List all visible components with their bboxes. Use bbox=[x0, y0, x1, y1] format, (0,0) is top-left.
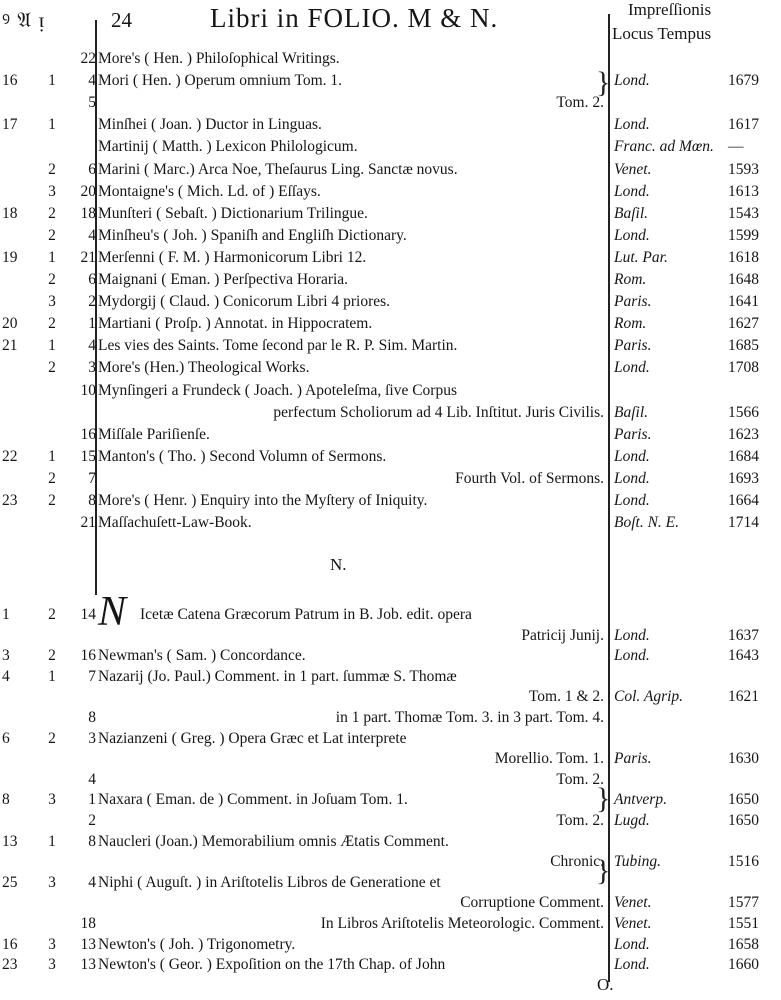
catalogue-entry bbox=[0, 404, 781, 426]
item-number: 4 bbox=[88, 873, 96, 891]
shelf-number: 21 bbox=[2, 337, 18, 355]
catalogue-entry bbox=[0, 382, 781, 404]
catalogue-entry bbox=[0, 72, 781, 94]
entry-title: Mydorgij ( Claud. ) Conicorum Libri 4 priores. bbox=[98, 293, 391, 311]
item-number: 1 bbox=[88, 315, 96, 333]
entry-title: More's ( Hen. ) Philoſophical Writings. bbox=[98, 50, 340, 67]
entry-title: Manton's ( Tho. ) Second Volumn of Sermons. bbox=[98, 447, 387, 465]
imprint-year: 1643 bbox=[728, 647, 759, 665]
imprint-year: 1630 bbox=[728, 750, 759, 768]
imprint-place: Lond. bbox=[614, 956, 650, 974]
imprint-year: 1613 bbox=[728, 182, 759, 200]
entry-title: Newman's ( Sam. ) Concordance. bbox=[98, 647, 306, 665]
entry-title: Fourth Vol. of Sermons. bbox=[455, 469, 604, 487]
imprint-place: Lond. bbox=[614, 469, 650, 487]
imprint-year: 1693 bbox=[728, 469, 759, 487]
imprint-place: Venet. bbox=[614, 894, 652, 912]
imprint-place: Paris. bbox=[614, 337, 652, 355]
item-number: 14 bbox=[80, 606, 96, 623]
item-number: 18 bbox=[80, 204, 96, 222]
entry-title: Montaigne's ( Mich. Ld. of ) Eſſays. bbox=[98, 182, 321, 200]
shelf-number: 8 bbox=[2, 791, 10, 809]
catalogue-entry bbox=[0, 448, 781, 470]
page-number: 24 bbox=[111, 8, 132, 32]
imprint-year: 1543 bbox=[728, 204, 759, 222]
shelf-row: 2 bbox=[48, 469, 56, 487]
imprint-year: 1618 bbox=[728, 248, 759, 266]
shelf-row: 1 bbox=[48, 337, 56, 355]
imprint-year: 1650 bbox=[728, 812, 759, 829]
catalogue-entry bbox=[0, 833, 781, 855]
imprint-place: Lond. bbox=[614, 492, 650, 509]
shelf-number: 18 bbox=[2, 204, 18, 222]
entry-title: Naucleri (Joan.) Memorabilium omnis Ætatis Comment. bbox=[98, 832, 449, 850]
imprint-year: 1599 bbox=[728, 226, 759, 244]
shelf-row: 1 bbox=[48, 116, 56, 134]
entry-title: Les vies des Saints. Tome ſecond par le R. P. Sim. Martin. bbox=[98, 337, 458, 355]
catalogue-entry bbox=[0, 956, 781, 978]
shelf-row: 3 bbox=[48, 956, 56, 974]
entry-title: In Libros Ariſtotelis Meteorologic. Comment. bbox=[320, 915, 604, 932]
entry-title: Marini ( Marc.) Arca Noe, Theſaurus Ling. Sanctæ novus. bbox=[98, 160, 458, 178]
shelf-row: 3 bbox=[48, 791, 56, 809]
imprint-year: 1551 bbox=[728, 915, 759, 932]
shelf-number: 13 bbox=[2, 832, 18, 850]
imprint-place: Lond. bbox=[614, 626, 650, 644]
imprint-year: 1617 bbox=[728, 116, 759, 134]
entry-title: Newton's ( Joh. ) Trigonometry. bbox=[98, 935, 296, 953]
catalogue-entry bbox=[0, 205, 781, 227]
imprint-year: 1516 bbox=[728, 853, 759, 871]
catalogue-entry bbox=[0, 688, 781, 710]
entry-title: Maignani ( Eman. ) Perſpectiva Horaria. bbox=[98, 271, 349, 288]
item-number: 3 bbox=[88, 729, 96, 747]
entry-title: Niphi ( Auguſt. ) in Ariſtotelis Libros de Generatione et bbox=[98, 873, 441, 891]
imprint-year: 1621 bbox=[728, 688, 759, 706]
imprint-year: 1577 bbox=[728, 894, 759, 912]
item-number: 7 bbox=[88, 667, 96, 685]
entry-title: Tom. 2. bbox=[556, 812, 604, 829]
entry-title: Nazianzeni ( Greg. ) Opera Græc et Lat interprete bbox=[98, 729, 407, 747]
shelf-marks: ꝰ 𝔄 ᴉ bbox=[2, 8, 46, 32]
entry-title: Merſenni ( F. M. ) Harmonicorum Libri 12. bbox=[98, 248, 367, 266]
entry-title: Newton's ( Geor. ) Expoſition on the 17th Chap. of John bbox=[98, 956, 446, 974]
imprint-place: Baſil. bbox=[614, 204, 649, 222]
imprint-place: Tubing. bbox=[614, 853, 661, 871]
shelf-number: 23 bbox=[2, 956, 18, 974]
entry-title: Minſheu's ( Joh. ) Spaniſh and Engliſh Dictionary. bbox=[98, 226, 407, 244]
entry-title: More's ( Henr. ) Enquiry into the Myſtery of Iniquity. bbox=[98, 492, 428, 509]
shelf-number: 4 bbox=[2, 667, 10, 685]
catalogue-entry bbox=[0, 647, 781, 669]
catalogue-entry bbox=[0, 668, 781, 690]
item-number: 2 bbox=[88, 293, 96, 311]
imprint-place: Paris. bbox=[614, 293, 652, 311]
shelf-row: 2 bbox=[48, 729, 56, 747]
catalogue-entry bbox=[0, 249, 781, 271]
entry-title: Tom. 2. bbox=[556, 94, 604, 112]
catalogue-entry bbox=[0, 426, 781, 448]
imprint-year: 1660 bbox=[728, 956, 759, 974]
entry-title: Miſſale Pariſienſe. bbox=[98, 425, 210, 443]
item-number: 4 bbox=[88, 770, 96, 788]
shelf-row: 2 bbox=[48, 315, 56, 333]
entry-title: Mori ( Hen. ) Operum omnium Tom. 1. bbox=[98, 72, 343, 90]
shelf-row: 2 bbox=[48, 160, 56, 178]
catalogue-entry bbox=[0, 606, 781, 628]
catalogue-entry bbox=[0, 514, 781, 536]
imprint-place: Lond. bbox=[614, 116, 650, 134]
imprint-year: 1708 bbox=[728, 359, 759, 377]
catalogue-entry bbox=[0, 293, 781, 315]
catalogue-entry bbox=[0, 915, 781, 937]
catalogue-entry bbox=[0, 116, 781, 138]
catalogue-entry bbox=[0, 138, 781, 160]
item-number: 18 bbox=[80, 915, 96, 932]
item-number: 8 bbox=[88, 492, 96, 509]
shelf-row: 2 bbox=[48, 359, 56, 377]
catalogue-entry bbox=[0, 271, 781, 293]
imprint-year: 1714 bbox=[728, 514, 759, 532]
catalogue-entry bbox=[0, 750, 781, 772]
imprint-place: Lond. bbox=[614, 935, 650, 953]
imprint-place: Rom. bbox=[614, 315, 647, 333]
catalogue-entry bbox=[0, 470, 781, 492]
item-number: 8 bbox=[88, 832, 96, 850]
entry-title: Munſteri ( Sebaſt. ) Dictionarium Trilingue. bbox=[98, 204, 368, 222]
imprint-year: 1566 bbox=[728, 403, 759, 421]
imprint-place: Lond. bbox=[614, 447, 650, 465]
item-number: 13 bbox=[80, 935, 96, 953]
imprint-year: 1679 bbox=[728, 72, 759, 90]
imprint-year: 1627 bbox=[728, 315, 759, 333]
entry-title: Tom. 1 & 2. bbox=[528, 688, 604, 706]
item-number: 7 bbox=[88, 469, 96, 487]
catalogue-entry bbox=[0, 936, 781, 958]
catalogue-entry bbox=[0, 183, 781, 205]
item-number: 21 bbox=[80, 248, 96, 266]
entry-title: Naxara ( Eman. de ) Comment. in Joſuam Tom. 1. bbox=[98, 791, 408, 809]
item-number: 3 bbox=[88, 359, 96, 377]
imprint-year: 1650 bbox=[728, 791, 759, 809]
shelf-number: 20 bbox=[2, 315, 18, 333]
shelf-number: 22 bbox=[2, 447, 18, 465]
entry-title: Martinij ( Matth. ) Lexicon Philologicum. bbox=[98, 138, 358, 156]
item-number: 8 bbox=[88, 709, 96, 726]
imprint-year: 1658 bbox=[728, 935, 759, 953]
catalogue-entry bbox=[0, 709, 781, 731]
catchword: O. bbox=[597, 975, 614, 994]
entry-title: Maſſachuſett-Law-Book. bbox=[98, 514, 252, 532]
imprint-year: 1641 bbox=[728, 293, 759, 311]
shelf-number: 16 bbox=[2, 935, 18, 953]
entry-title: perfectum Scholiorum ad 4 Lib. Inſtitut. Juris Civilis. bbox=[273, 403, 604, 421]
section-letter: N. bbox=[330, 555, 347, 574]
imprint-year: — bbox=[728, 138, 744, 156]
catalogue-entry bbox=[0, 492, 781, 514]
item-number: 16 bbox=[80, 647, 96, 665]
entry-title: Icetæ Catena Græcorum Patrum in B. Job. edit. opera bbox=[140, 606, 472, 623]
shelf-row: 1 bbox=[48, 447, 56, 465]
catalogue-entry bbox=[0, 812, 781, 834]
shelf-row: 2 bbox=[48, 271, 56, 288]
brace-mark: } bbox=[596, 854, 611, 887]
imprint-place: Venet. bbox=[614, 160, 652, 178]
imprint-place: Lond. bbox=[614, 647, 650, 665]
item-number: 10 bbox=[80, 381, 96, 399]
entry-title: More's (Hen.) Theological Works. bbox=[98, 359, 310, 377]
catalogue-entry bbox=[0, 791, 781, 813]
shelf-number: 23 bbox=[2, 492, 18, 509]
shelf-row: 3 bbox=[48, 182, 56, 200]
shelf-row: 2 bbox=[48, 492, 56, 509]
locus-tempus-heading: Locus Tempus bbox=[612, 24, 712, 43]
shelf-row: 2 bbox=[48, 226, 56, 244]
imprint-place: Paris. bbox=[614, 750, 652, 768]
shelf-row: 2 bbox=[48, 647, 56, 665]
catalogue-entry bbox=[0, 894, 781, 916]
entry-title: Chronic. bbox=[550, 853, 604, 871]
imprint-place: Boſt. N. E. bbox=[614, 514, 680, 532]
entry-title: Patricij Junij. bbox=[521, 626, 604, 644]
imprint-year: 1623 bbox=[728, 425, 759, 443]
shelf-row: 2 bbox=[48, 204, 56, 222]
imprint-place: Col. Agrip. bbox=[614, 688, 684, 706]
imprint-year: 1685 bbox=[728, 337, 759, 355]
catalogue-entry bbox=[0, 337, 781, 359]
entry-title: Corruptione Comment. bbox=[460, 894, 604, 912]
item-number: 20 bbox=[80, 182, 96, 200]
shelf-row: 1 bbox=[48, 832, 56, 850]
shelf-number: 25 bbox=[2, 873, 18, 891]
impressionis-heading: Impreſſionis bbox=[628, 0, 712, 19]
brace-mark: } bbox=[596, 782, 611, 815]
imprint-place: Franc. ad Mœn. bbox=[614, 138, 714, 156]
shelf-number: 19 bbox=[2, 248, 18, 266]
catalogue-entry bbox=[0, 359, 781, 381]
catalogue-entry bbox=[0, 227, 781, 249]
imprint-place: Antverp. bbox=[614, 791, 667, 809]
item-number: 4 bbox=[88, 226, 96, 244]
drop-cap: N bbox=[98, 589, 127, 635]
catalogue-entry bbox=[0, 627, 781, 649]
item-number: 2 bbox=[88, 812, 96, 829]
shelf-row: 1 bbox=[48, 72, 56, 90]
catalogue-entry bbox=[0, 315, 781, 337]
entry-title: Nazarij (Jo. Paul.) Comment. in 1 part. ſummæ S. Thomæ bbox=[98, 667, 457, 685]
imprint-place: Rom. bbox=[614, 271, 647, 288]
imprint-year: 1637 bbox=[728, 626, 759, 644]
shelf-row: 1 bbox=[48, 248, 56, 266]
catalogue-entry bbox=[0, 853, 781, 875]
shelf-number: 3 bbox=[2, 647, 10, 665]
catalogue-entry bbox=[0, 771, 781, 793]
imprint-place: Lond. bbox=[614, 182, 650, 200]
shelf-row: 2 bbox=[48, 606, 56, 623]
catalogue-entry bbox=[0, 94, 781, 116]
item-number: 5 bbox=[88, 94, 96, 112]
item-number: 22 bbox=[80, 50, 96, 67]
item-number: 15 bbox=[80, 447, 96, 465]
shelf-row: 3 bbox=[48, 293, 56, 311]
item-number: 4 bbox=[88, 72, 96, 90]
imprint-place: Lugd. bbox=[614, 812, 650, 829]
imprint-place: Lond. bbox=[614, 226, 650, 244]
imprint-year: 1593 bbox=[728, 160, 759, 178]
imprint-place: Baſil. bbox=[614, 403, 649, 421]
imprint-year: 1648 bbox=[728, 271, 759, 288]
imprint-year: 1664 bbox=[728, 492, 759, 509]
item-number: 6 bbox=[88, 271, 96, 288]
imprint-place: Paris. bbox=[614, 425, 652, 443]
imprint-place: Venet. bbox=[614, 915, 652, 932]
shelf-number: 1 bbox=[2, 606, 10, 623]
item-number: 1 bbox=[88, 791, 96, 809]
catalogue-entry bbox=[0, 161, 781, 183]
catalogue-entry bbox=[0, 874, 781, 896]
item-number: 21 bbox=[80, 514, 96, 532]
brace-mark: } bbox=[596, 66, 611, 99]
shelf-number: 17 bbox=[2, 116, 18, 134]
catalogue-entry bbox=[0, 50, 781, 72]
shelf-row: 3 bbox=[48, 873, 56, 891]
shelf-number: 6 bbox=[2, 729, 10, 747]
item-number: 6 bbox=[88, 160, 96, 178]
shelf-row: 1 bbox=[48, 667, 56, 685]
imprint-place: Lond. bbox=[614, 359, 650, 377]
page-title: Libri in FOLIO. M & N. bbox=[210, 3, 499, 33]
imprint-year: 1684 bbox=[728, 447, 759, 465]
imprint-place: Lut. Par. bbox=[614, 248, 668, 266]
entry-title: Minſhei ( Joan. ) Ductor in Linguas. bbox=[98, 116, 322, 134]
entry-title: in 1 part. Thomæ Tom. 3. in 3 part. Tom. 4. bbox=[335, 709, 604, 726]
entry-title: Mynſingeri a Frundeck ( Joach. ) Apoteleſma, ſive Corpus bbox=[98, 381, 458, 399]
shelf-number: 16 bbox=[2, 72, 18, 90]
shelf-row: 3 bbox=[48, 935, 56, 953]
item-number: 16 bbox=[80, 425, 96, 443]
item-number: 4 bbox=[88, 337, 96, 355]
entry-title: Tom. 2. bbox=[556, 770, 604, 788]
entry-title: Martiani ( Proſp. ) Annotat. in Hippocratem. bbox=[98, 315, 373, 333]
entry-title: Morellio. Tom. 1. bbox=[494, 750, 604, 768]
imprint-place: Lond. bbox=[614, 72, 650, 90]
item-number: 13 bbox=[80, 956, 96, 974]
catalogue-entry bbox=[0, 730, 781, 752]
